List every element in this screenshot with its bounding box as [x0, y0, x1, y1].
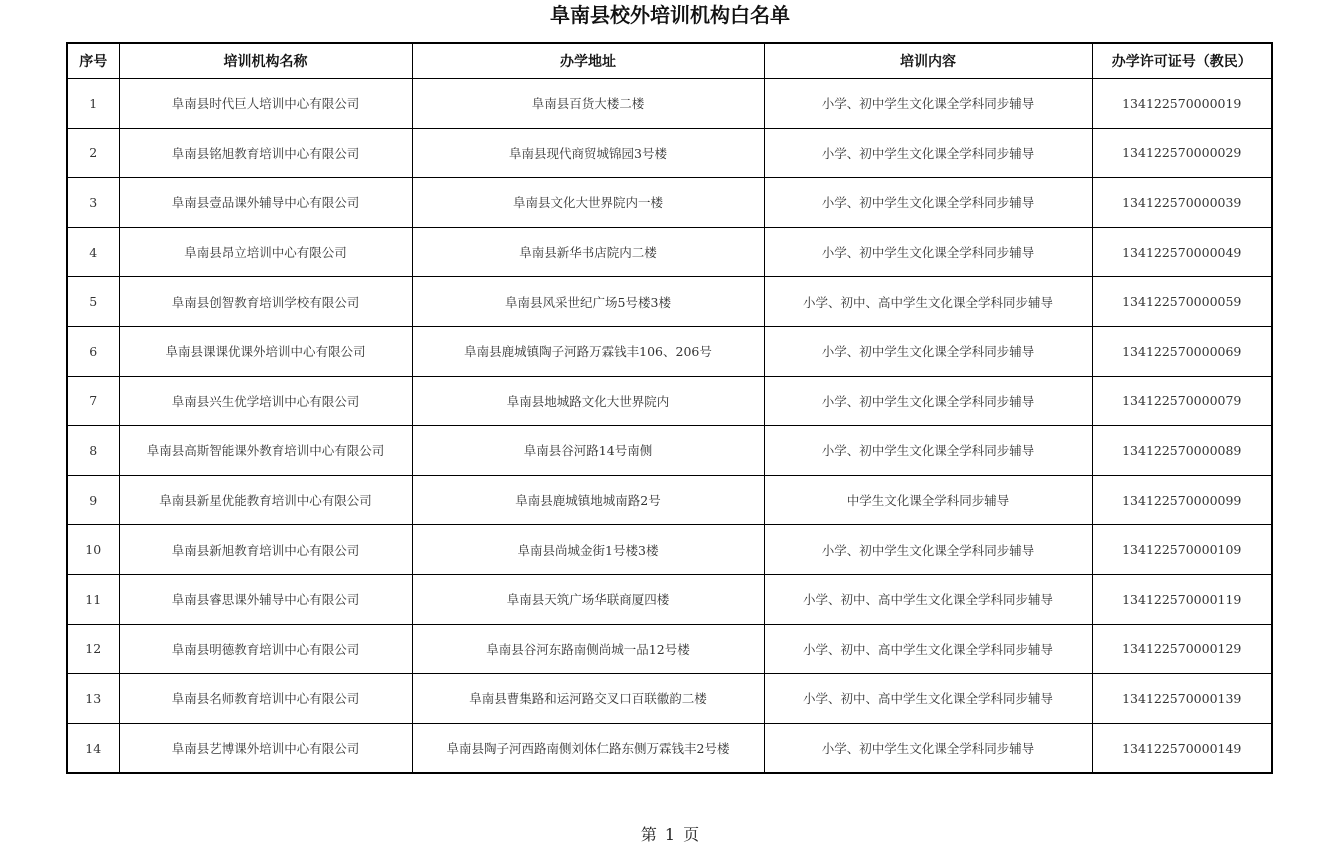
cell-license: 134122570000049: [1092, 227, 1272, 277]
cell-index: 10: [67, 525, 119, 575]
page-number-suffix: 页: [683, 825, 700, 844]
page-number-prefix: 第: [640, 825, 657, 844]
cell-license: 134122570000019: [1092, 79, 1272, 129]
table-row: [67, 277, 1272, 327]
cell-index: 3: [67, 178, 119, 228]
header-content: 培训内容: [764, 43, 1092, 79]
cell-address: 阜南县新华书店院内二楼: [412, 227, 764, 277]
table-row: [67, 178, 1272, 228]
cell-org-name: 阜南县艺博课外培训中心有限公司: [119, 723, 412, 773]
cell-license: 134122570000109: [1092, 525, 1272, 575]
cell-content: 小学、初中、高中学生文化课全学科同步辅导: [764, 674, 1092, 724]
cell-index: 9: [67, 475, 119, 525]
cell-address: 阜南县陶子河西路南侧刘体仁路东侧万霖钱丰2号楼: [412, 723, 764, 773]
cell-content: 小学、初中学生文化课全学科同步辅导: [764, 178, 1092, 228]
cell-content: 小学、初中学生文化课全学科同步辅导: [764, 326, 1092, 376]
cell-content: 小学、初中、高中学生文化课全学科同步辅导: [764, 624, 1092, 674]
cell-address: 阜南县谷河东路南侧尚城一品12号楼: [412, 624, 764, 674]
cell-license: 134122570000139: [1092, 674, 1272, 724]
cell-address: 阜南县尚城金街1号楼3楼: [412, 525, 764, 575]
page-number: 1: [664, 825, 676, 844]
table-row: [67, 426, 1272, 476]
cell-license: 134122570000079: [1092, 376, 1272, 426]
cell-license: 134122570000099: [1092, 475, 1272, 525]
cell-org-name: 阜南县兴生优学培训中心有限公司: [119, 376, 412, 426]
table-row: [67, 227, 1272, 277]
cell-org-name: 阜南县睿思课外辅导中心有限公司: [119, 574, 412, 624]
cell-index: 13: [67, 674, 119, 724]
cell-org-name: 阜南县新星优能教育培训中心有限公司: [119, 475, 412, 525]
table-row: [67, 128, 1272, 178]
cell-index: 4: [67, 227, 119, 277]
cell-org-name: 阜南县课课优课外培训中心有限公司: [119, 326, 412, 376]
cell-org-name: 阜南县创智教育培训学校有限公司: [119, 277, 412, 327]
cell-content: 小学、初中学生文化课全学科同步辅导: [764, 79, 1092, 129]
cell-org-name: 阜南县高斯智能课外教育培训中心有限公司: [119, 426, 412, 476]
cell-address: 阜南县天筑广场华联商厦四楼: [412, 574, 764, 624]
table-row: [67, 723, 1272, 773]
cell-license: 134122570000149: [1092, 723, 1272, 773]
cell-content: 小学、初中、高中学生文化课全学科同步辅导: [764, 574, 1092, 624]
cell-org-name: 阜南县铭旭教育培训中心有限公司: [119, 128, 412, 178]
header-index: 序号: [67, 43, 119, 79]
cell-license: 134122570000089: [1092, 426, 1272, 476]
cell-index: 12: [67, 624, 119, 674]
cell-index: 2: [67, 128, 119, 178]
table-row: [67, 326, 1272, 376]
cell-address: 阜南县鹿城镇陶子河路万霖钱丰106、206号: [412, 326, 764, 376]
cell-index: 11: [67, 574, 119, 624]
cell-content: 小学、初中学生文化课全学科同步辅导: [764, 723, 1092, 773]
cell-address: 阜南县谷河路14号南侧: [412, 426, 764, 476]
cell-content: 小学、初中学生文化课全学科同步辅导: [764, 128, 1092, 178]
page-footer: [0, 822, 1340, 845]
header-address: 办学地址: [412, 43, 764, 79]
cell-index: 8: [67, 426, 119, 476]
cell-content: 小学、初中学生文化课全学科同步辅导: [764, 376, 1092, 426]
cell-address: 阜南县地城路文化大世界院内: [412, 376, 764, 426]
cell-org-name: 阜南县新旭教育培训中心有限公司: [119, 525, 412, 575]
cell-index: 6: [67, 326, 119, 376]
cell-license: 134122570000069: [1092, 326, 1272, 376]
table-row: [67, 525, 1272, 575]
cell-org-name: 阜南县名师教育培训中心有限公司: [119, 674, 412, 724]
cell-org-name: 阜南县时代巨人培训中心有限公司: [119, 79, 412, 129]
cell-address: 阜南县现代商贸城锦园3号楼: [412, 128, 764, 178]
header-license: 办学许可证号（教民）: [1092, 43, 1272, 79]
table-row: [67, 475, 1272, 525]
cell-index: 1: [67, 79, 119, 129]
cell-license: 134122570000029: [1092, 128, 1272, 178]
table-row: [67, 574, 1272, 624]
cell-content: 中学生文化课全学科同步辅导: [764, 475, 1092, 525]
cell-org-name: 阜南县明德教育培训中心有限公司: [119, 624, 412, 674]
cell-index: 5: [67, 277, 119, 327]
cell-content: 小学、初中学生文化课全学科同步辅导: [764, 426, 1092, 476]
cell-org-name: 阜南县昂立培训中心有限公司: [119, 227, 412, 277]
cell-content: 小学、初中学生文化课全学科同步辅导: [764, 525, 1092, 575]
table-row: [67, 674, 1272, 724]
cell-address: 阜南县百货大楼二楼: [412, 79, 764, 129]
table-row: [67, 624, 1272, 674]
whitelist-table: [66, 42, 1273, 774]
cell-license: 134122570000039: [1092, 178, 1272, 228]
cell-address: 阜南县鹿城镇地城南路2号: [412, 475, 764, 525]
table-row: [67, 79, 1272, 129]
cell-org-name: 阜南县壹品课外辅导中心有限公司: [119, 178, 412, 228]
header-org-name: 培训机构名称: [119, 43, 412, 79]
cell-license: 134122570000129: [1092, 624, 1272, 674]
page-title: 阜南县校外培训机构白名单: [550, 3, 790, 27]
table-header-row: [67, 43, 1272, 79]
cell-content: 小学、初中学生文化课全学科同步辅导: [764, 227, 1092, 277]
cell-address: 阜南县风采世纪广场5号楼3楼: [412, 277, 764, 327]
cell-address: 阜南县曹集路和运河路交叉口百联徽韵二楼: [412, 674, 764, 724]
cell-license: 134122570000119: [1092, 574, 1272, 624]
cell-index: 7: [67, 376, 119, 426]
cell-content: 小学、初中、高中学生文化课全学科同步辅导: [764, 277, 1092, 327]
cell-license: 134122570000059: [1092, 277, 1272, 327]
table-row: [67, 376, 1272, 426]
cell-address: 阜南县文化大世界院内一楼: [412, 178, 764, 228]
cell-index: 14: [67, 723, 119, 773]
